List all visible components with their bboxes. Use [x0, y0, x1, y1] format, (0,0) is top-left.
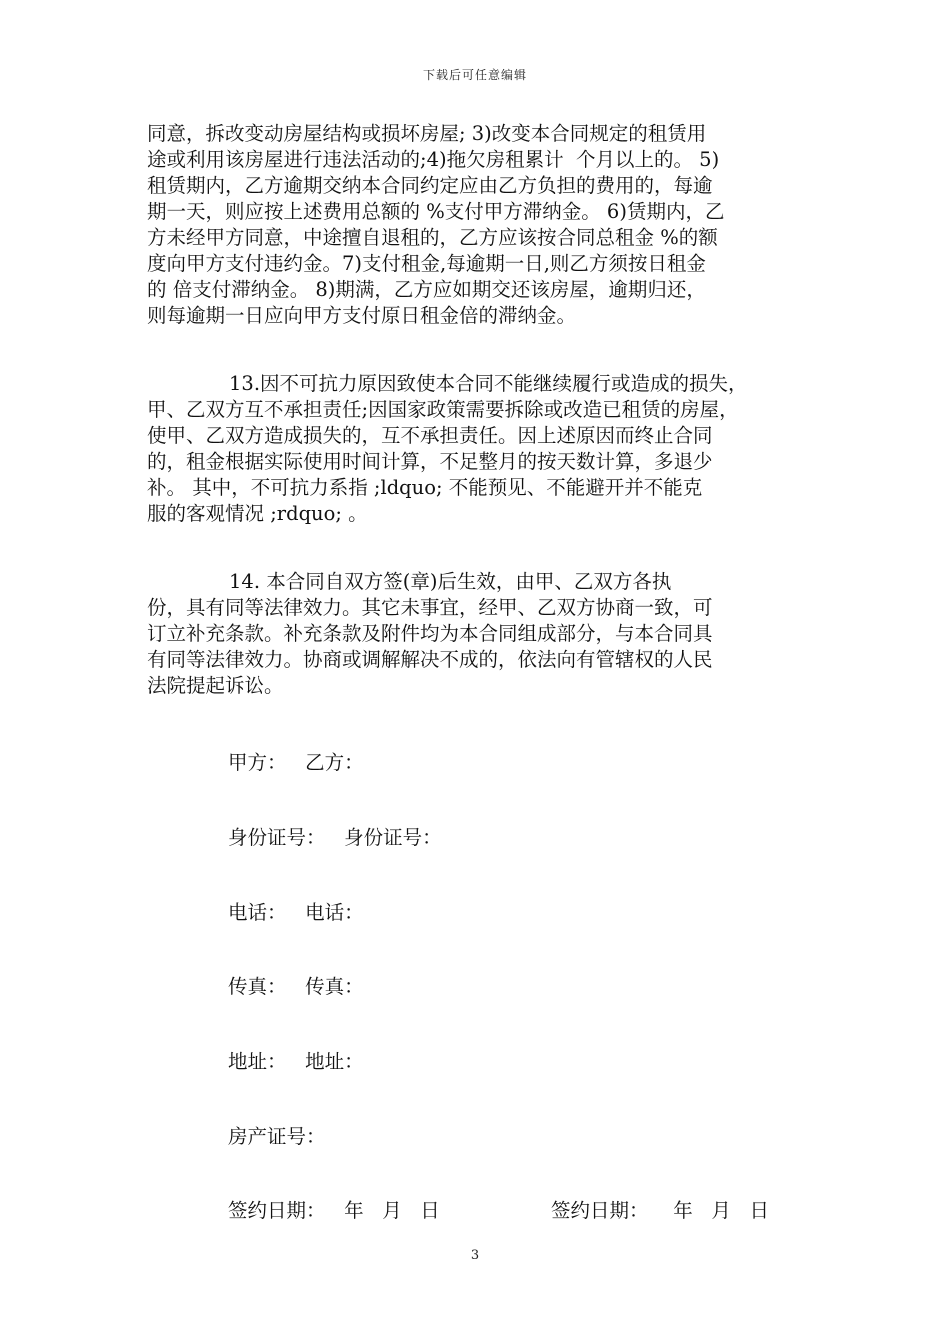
paragraph-force-majeure — [147, 371, 812, 527]
text-line: 的 倍支付滞纳金。 8)期满，乙方应如期交还该房屋，逾期归还， — [147, 278, 706, 301]
page-number: 3 — [470, 1248, 480, 1263]
text-line: 租赁期内，乙方逾期交纳本合同约定应由乙方负担的费用的，每逾 — [147, 174, 713, 197]
text-line: 有同等法律效力。协商或调解解决不成的，依法向有管辖权的人民 — [147, 648, 713, 671]
paragraph-breach-terms — [147, 121, 812, 329]
signature-phone-labels: 电话： 电话： — [228, 901, 364, 924]
clause-13-first-line: 13.因不可抗力原因致使本合同不能继续履行或造成的损失， — [229, 372, 748, 395]
signature-address-labels: 地址： 地址： — [228, 1050, 364, 1073]
text-line: 则每逾期一日应向甲方支付原日租金倍的滞纳金。 — [147, 304, 577, 327]
signature-party-labels: 甲方： 乙方： — [228, 751, 364, 774]
signature-date-left: 签约日期： 年 月 日 — [228, 1199, 440, 1222]
text-line: 甲、乙双方互不承担责任;因国家政策需要拆除或改造已租赁的房屋， — [147, 398, 739, 421]
page-header-note: 下载后可任意编辑 — [422, 68, 527, 82]
text-line: 度向甲方支付违约金。7)支付租金,每逾期一日,则乙方须按日租金 — [147, 252, 706, 275]
text-line: 订立补充条款。补充条款及附件均为本合同组成部分，与本合同具 — [147, 622, 713, 645]
text-line: 同意，拆改变动房屋结构或损坏房屋; 3)改变本合同规定的租赁用 — [147, 122, 707, 145]
text-line: 份，具有同等法律效力。其它未事宜，经甲、乙双方协商一致，可 — [147, 596, 713, 619]
text-line: 方未经甲方同意，中途擅自退租的，乙方应该按合同总租金 %的额 — [147, 226, 718, 249]
text-line: 期一天，则应按上述费用总额的 %支付甲方滞纳金。 6)赁期内，乙 — [147, 200, 725, 223]
text-line: 途或利用该房屋进行违法活动的;4)拖欠房租累计 个月以上的。 5) — [147, 148, 720, 171]
text-line: 的，租金根据实际使用时间计算，不足整月的按天数计算，多退少 — [147, 450, 713, 473]
text-line: 补。 其中，不可抗力系指 ;ldquo; 不能预见、不能避开并不能克 — [147, 476, 703, 499]
signature-date-right: 签约日期： 年 月 日 — [551, 1199, 769, 1222]
text-line: 法院提起诉讼。 — [147, 674, 284, 697]
text-line: 使甲、乙双方造成损失的，互不承担责任。因上述原因而终止合同 — [147, 424, 713, 447]
signature-property-cert-label: 房产证号： — [228, 1125, 326, 1148]
signature-fax-labels: 传真： 传真： — [228, 975, 364, 998]
clause-14-first-line: 14. 本合同自双方签(章)后生效，由甲、乙双方各执 — [229, 570, 672, 593]
paragraph-effectiveness — [147, 569, 812, 699]
text-line: 服的客观情况 ;rdquo; 。 — [147, 502, 368, 525]
signature-id-labels: 身份证号： 身份证号： — [228, 826, 442, 849]
